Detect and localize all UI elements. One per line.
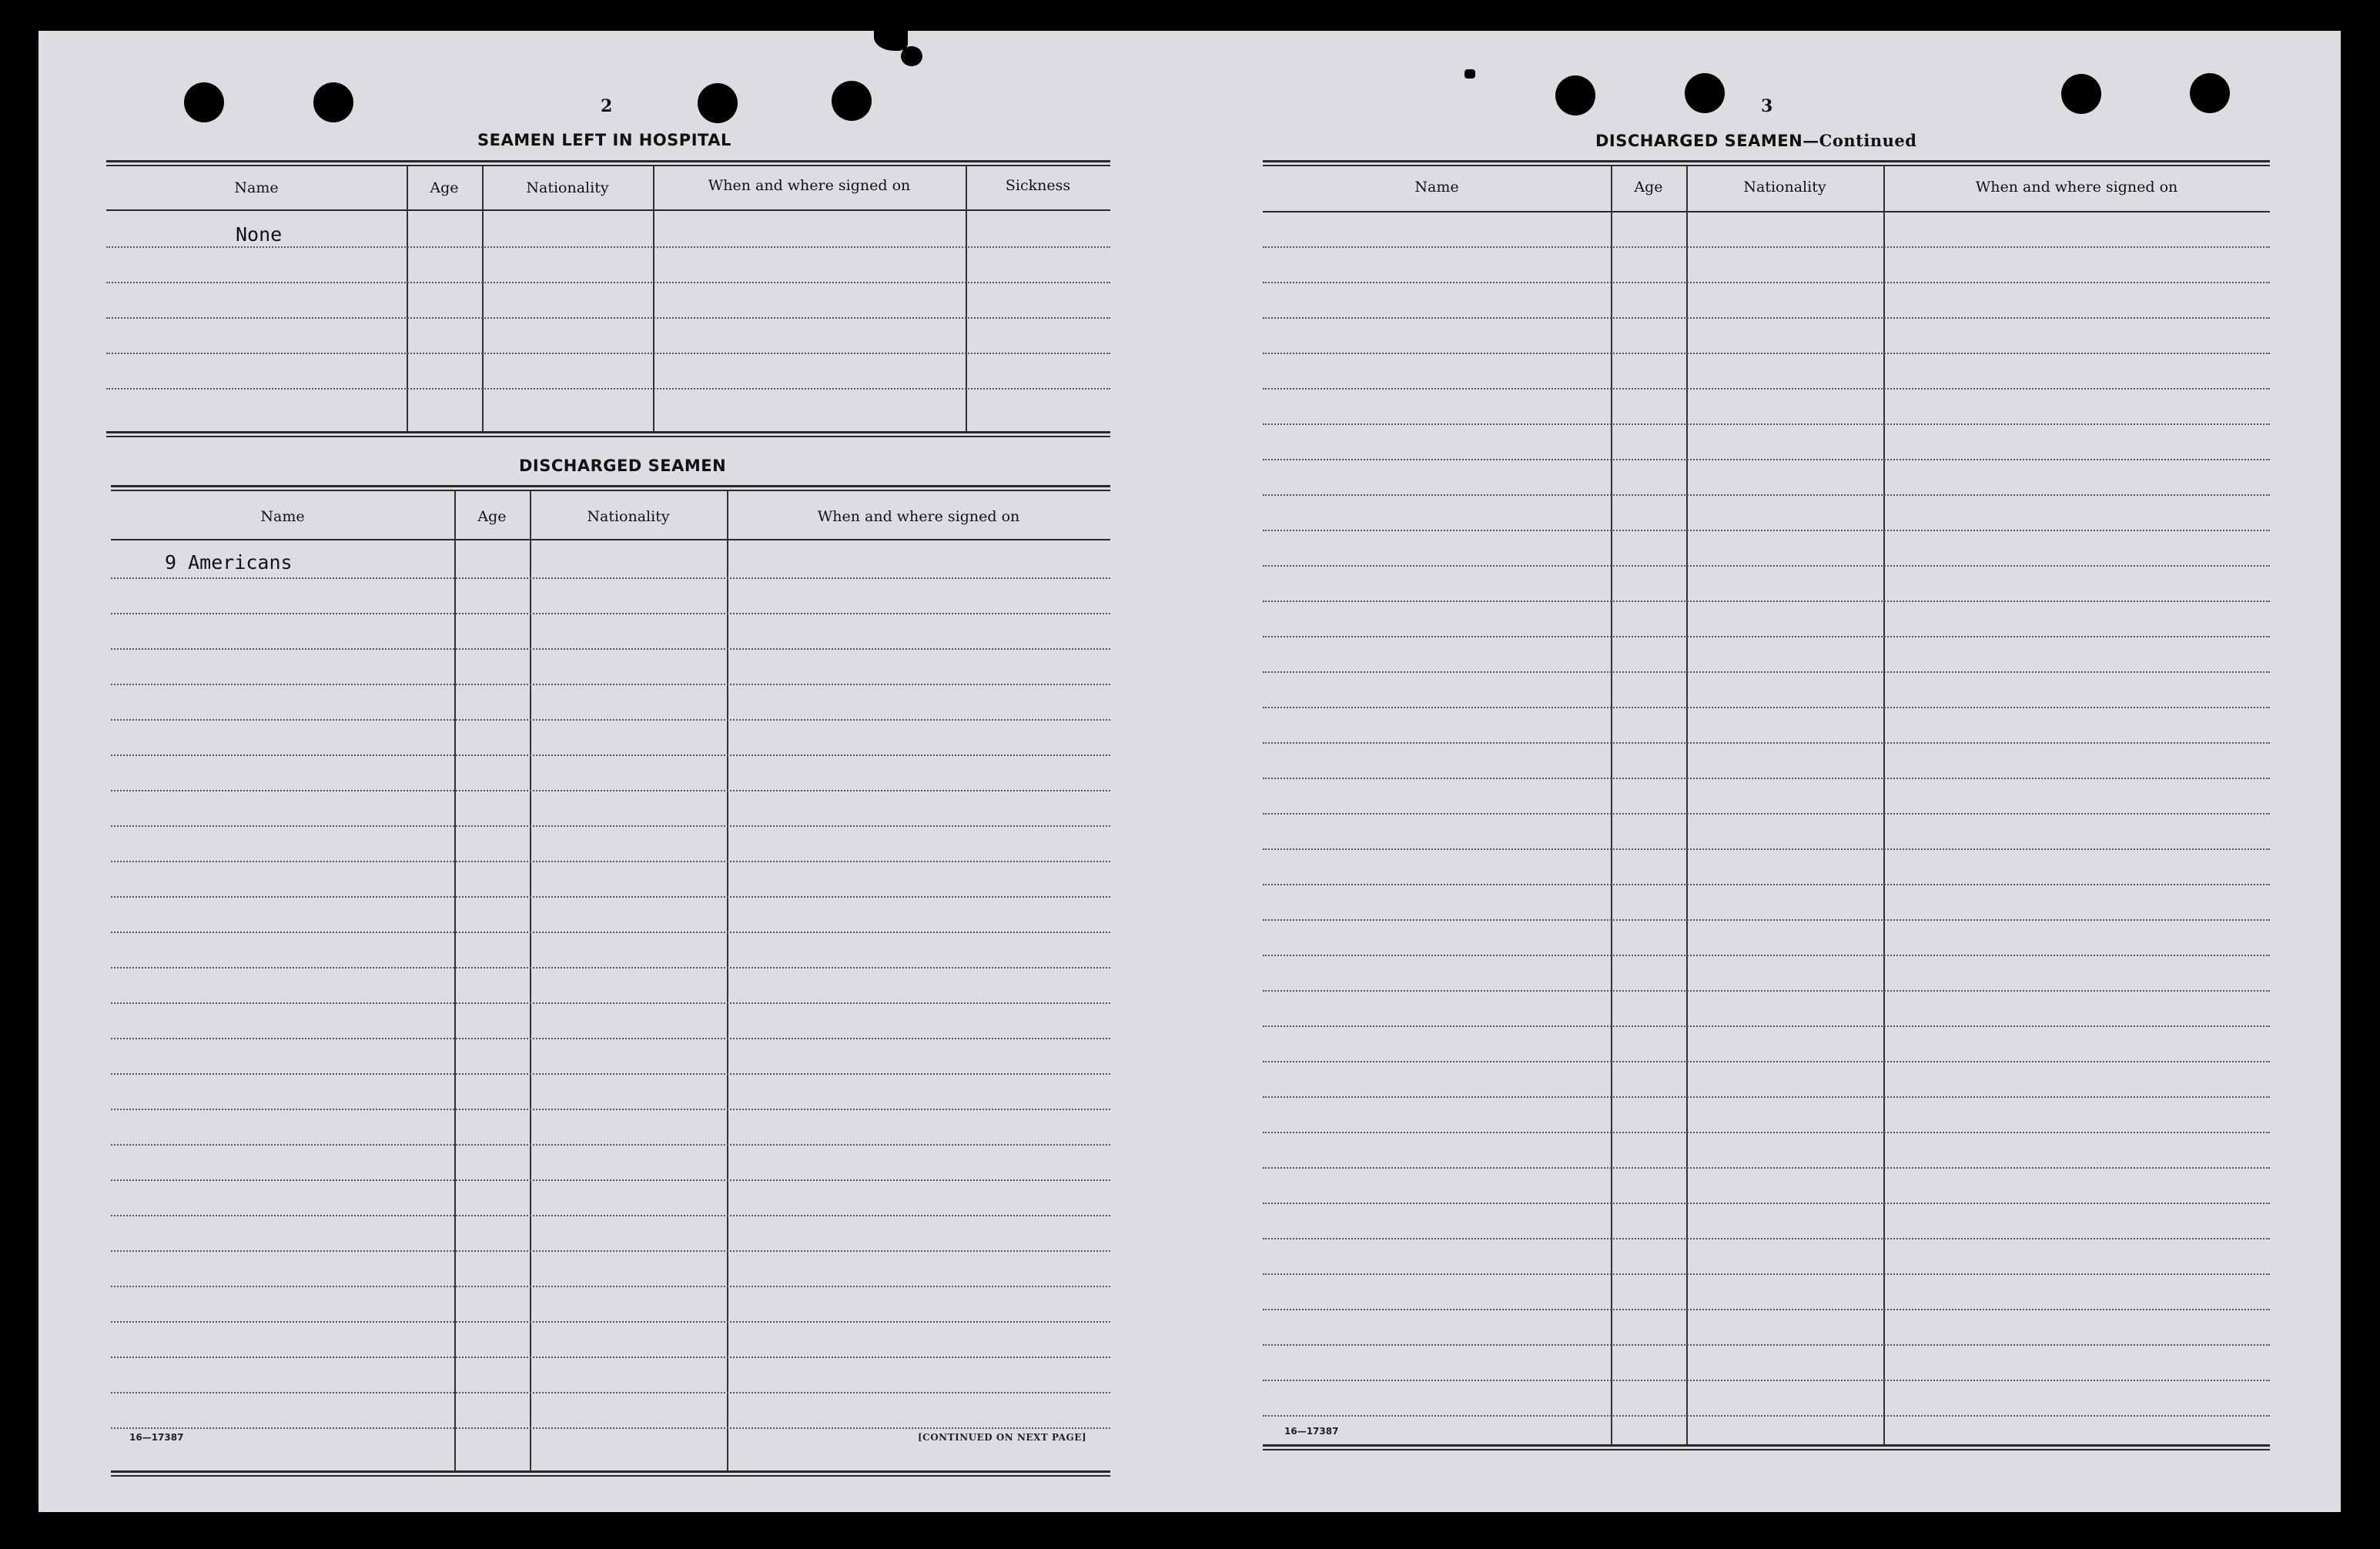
discharged-table-left	[111, 485, 1110, 1478]
column-header-signed-on: When and where signed on	[817, 508, 1020, 525]
column-header-name: Name	[260, 508, 305, 525]
column-header-name: Name	[1414, 179, 1459, 196]
column-header-sickness: Sickness	[1005, 177, 1071, 194]
column-header-signed-on: When and where signed on	[708, 177, 911, 194]
column-header-name: Name	[234, 179, 279, 196]
discharged-table-right	[1263, 160, 2270, 1461]
document-sheet	[38, 31, 2341, 1512]
punch-hole	[832, 81, 872, 121]
punch-hole	[1555, 75, 1595, 115]
torn-edge-mark	[874, 28, 908, 51]
discharged-section-title: DISCHARGED SEAMEN	[519, 457, 727, 475]
hospital-section-title: SEAMEN LEFT IN HOSPITAL	[477, 131, 731, 149]
continued-note: [CONTINUED ON NEXT PAGE]	[918, 1432, 1087, 1443]
punch-hole	[2190, 73, 2230, 113]
page-number: 3	[1761, 96, 1773, 116]
punch-hole	[1685, 73, 1725, 113]
form-code: 16—17387	[1284, 1426, 1339, 1437]
hospital-table	[106, 160, 1110, 439]
column-header-nationality: Nationality	[526, 179, 609, 196]
hospital-entry: None	[236, 223, 283, 246]
torn-edge-mark	[901, 46, 922, 66]
page-number: 2	[601, 96, 613, 116]
column-header-age: Age	[430, 179, 459, 196]
discharged-continued-title	[1595, 131, 1916, 150]
column-header-age: Age	[477, 508, 507, 525]
punch-hole	[184, 82, 224, 122]
column-header-nationality: Nationality	[1743, 179, 1826, 196]
punch-hole	[2061, 74, 2101, 114]
title-main: DISCHARGED SEAMEN	[1595, 132, 1803, 150]
torn-edge-mark	[1464, 69, 1475, 79]
column-header-age: Age	[1634, 179, 1663, 196]
title-suffix: —Continued	[1803, 131, 1917, 150]
punch-hole	[313, 82, 353, 122]
punch-hole	[698, 83, 738, 123]
column-header-signed-on: When and where signed on	[1975, 179, 2178, 196]
discharged-entry: 9 Americans	[165, 551, 293, 574]
column-header-nationality: Nationality	[587, 508, 670, 525]
form-code: 16—17387	[129, 1432, 184, 1443]
